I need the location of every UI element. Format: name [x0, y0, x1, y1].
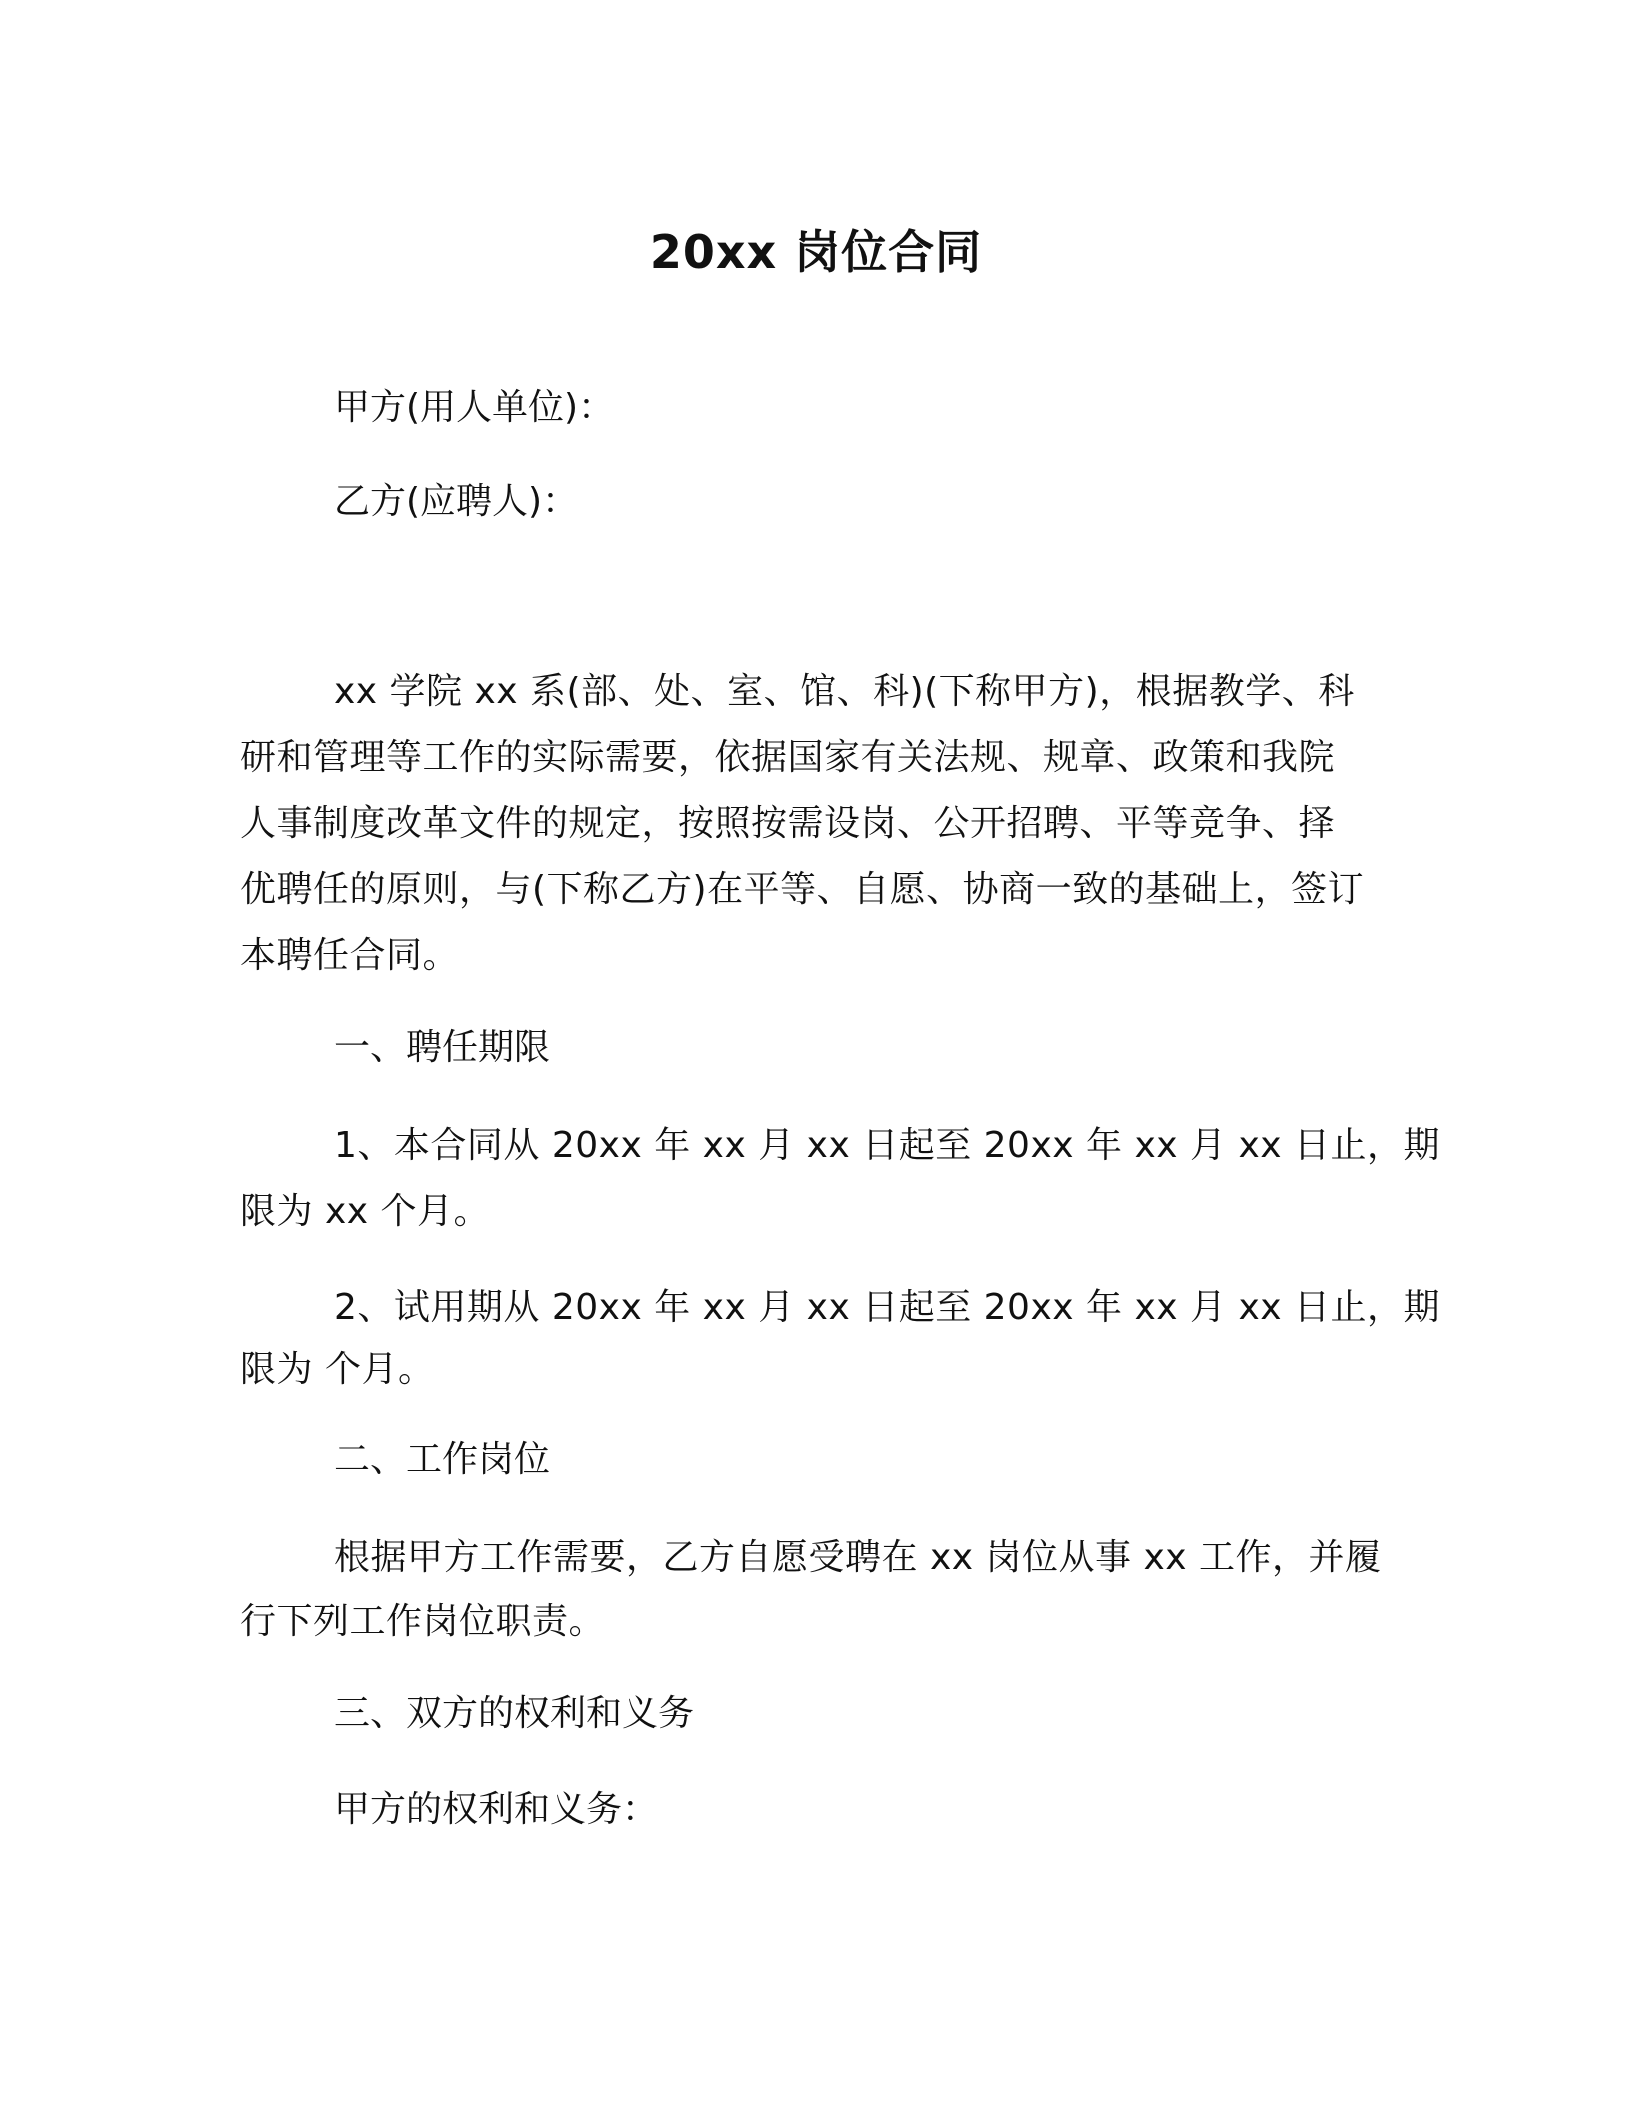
intro-line: 人事制度改革文件的规定，按照按需设岗、公开招聘、平等竞争、择: [240, 803, 1336, 844]
intro-line: 研和管理等工作的实际需要，依据国家有关法规、规章、政策和我院: [240, 737, 1336, 778]
intro-line: 优聘任的原则，与(下称乙方)在平等、自愿、协商一致的基础上，签订: [240, 869, 1365, 910]
section-heading-position: 二、工作岗位: [334, 1439, 551, 1480]
party-a-rights-heading: 甲方的权利和义务：: [334, 1789, 659, 1830]
position-line: 行下列工作岗位职责。: [240, 1601, 606, 1642]
clause-line: 限为 个月。: [240, 1349, 435, 1390]
section-heading-rights: 三、双方的权利和义务: [334, 1693, 695, 1734]
intro-line: xx 学院 xx 系(部、处、室、馆、科)(下称甲方)，根据教学、科: [334, 671, 1355, 712]
party-b-label: 乙方(应聘人)：: [334, 481, 579, 522]
clause-line: 1、本合同从 20xx 年 xx 月 xx 日起至 20xx 年 xx 月 xx 日止，期: [334, 1125, 1440, 1166]
document-title: 20xx 岗位合同: [649, 225, 983, 279]
section-heading-term: 一、聘任期限: [334, 1027, 551, 1068]
intro-line: 本聘任合同。: [240, 935, 460, 976]
position-line: 根据甲方工作需要，乙方自愿受聘在 xx 岗位从事 xx 工作，并履: [334, 1537, 1382, 1578]
party-a-label: 甲方(用人单位)：: [334, 387, 615, 428]
clause-line: 限为 xx 个月。: [240, 1191, 490, 1232]
clause-line: 2、试用期从 20xx 年 xx 月 xx 日起至 20xx 年 xx 月 xx 日止，期: [334, 1287, 1440, 1328]
